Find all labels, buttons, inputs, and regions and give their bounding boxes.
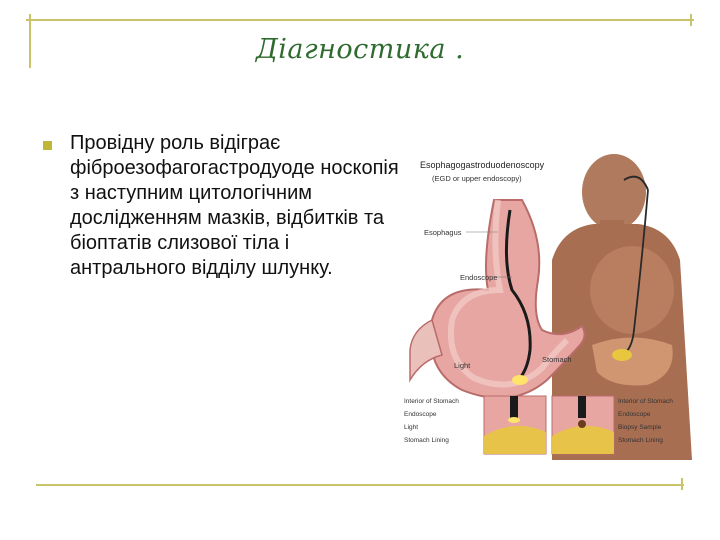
frame-bottom-tick <box>681 478 683 490</box>
slide-body-text: Провідну роль відіграє фіброезофагогастродуоде носкопія з наступним цитологічним дослідженням мазків, відбитків та біоптатів слизової тіла і антрального відділу шлунку. <box>70 132 399 279</box>
frame-left-line <box>29 14 31 68</box>
inset-left-label-3: Light <box>404 424 419 431</box>
inset-light <box>484 396 546 454</box>
frame-top-line <box>26 19 694 21</box>
inset-biopsy <box>552 396 614 454</box>
inset-right-label-1: Interior of Stomach <box>618 398 673 405</box>
bullet-square-icon <box>43 141 52 150</box>
figure-subheading: (EGD or upper endoscopy) <box>432 174 522 183</box>
label-esophagus: Esophagus <box>424 228 462 237</box>
frame-right-tick <box>690 14 692 26</box>
label-endoscope: Endoscope <box>460 273 498 282</box>
frame-bottom-line <box>36 484 684 486</box>
inset-right-label-4: Stomach Lining <box>618 437 663 444</box>
inset-left-label-4: Stomach Lining <box>404 437 449 444</box>
label-light: Light <box>454 361 471 370</box>
egd-illustration <box>402 140 692 460</box>
slide-title: Діагностика . <box>255 34 465 65</box>
inset-left-label-1: Interior of Stomach <box>404 398 459 405</box>
inset-right-label-2: Endoscope <box>618 411 651 418</box>
inset-right-label-3: Biopsy Sample <box>618 424 662 431</box>
inset-left-label-2: Endoscope <box>404 411 437 418</box>
figure-heading: Esophagogastroduodenoscopy <box>420 160 545 170</box>
label-stomach: Stomach <box>542 355 572 364</box>
